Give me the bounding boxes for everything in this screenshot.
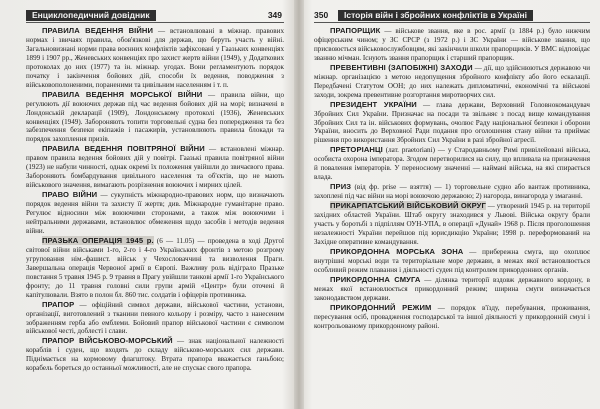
page-number: 350 — [314, 10, 329, 20]
entry-body: — дії, що здійснюються державою чи міжнар. організацією з метою недопущення збройного конфлікту або його ескалації. Передбачені Статутом ООН; до них належать дипломатичні, економічні та військові заходи, зокрема превентивне розгортання миротворчих сил. — [314, 63, 590, 99]
entry-body: — знак національної належності кораблів і суден, що входять до складу військово-морських сил держави. Піднімається на кормовому флагштоку. Втрата прапора вважається ганьбою; корабель бореться до останньої можливості, але не спускає свого прапора. — [26, 337, 284, 373]
text-column-right — [314, 27, 590, 331]
entry-body: — встановлені міжнар. правом правила ведення бойових дій у повітрі. Гаазькі правила повітряної війни (1923) не набули чинності, однак окремі їх положення увійшли до звичаєвого права. Забороняють бомбардування цивільного населення та об'єктів, що не мають військового значення, вимагають розрізнення воюючих і мирних цілей. — [26, 145, 284, 190]
running-title: Історія війн і збройних конфліктів в Україні — [338, 10, 533, 21]
entry-headword: ПРИКОРДОННА СМУГА — [330, 274, 421, 284]
running-head-right — [314, 10, 590, 21]
entry — [314, 27, 590, 63]
entry — [314, 146, 590, 182]
entry-headword: ПРАЗЬКА ОПЕРАЦІЯ 1945 р. — [42, 235, 154, 245]
entry — [26, 337, 284, 373]
entry-body: (лат. praetoriani) — у Стародавньому Римі привілейовані війська, особиста охорона імператора. Згодом перетворилися на силу, що впливала на призначення й повалення імператорів. У переносному значенні — наймані війська, на які спирається влада. — [314, 146, 591, 182]
entry-headword: ПРАВО ВІЙНИ — [42, 190, 98, 200]
entry — [314, 64, 590, 100]
entry-body: — порядок в'їзду, перебування, проживання, пересування осіб, провадження господарської та іншої діяльності у прикордонній смузі і контрольованому прикордонному районі. — [314, 303, 591, 330]
entry-body: — сукупність міжнародно-правових норм, що визначають порядок ведення війни та захисту її жертв; див. Міжнародне гуманітарне право. Регулює відносини між воюючими сторонами, а також між воюючими і нейтральними державами, встановлює обмеження щодо засобів і методів ведення війни. — [26, 191, 284, 235]
running-head-left — [26, 10, 284, 21]
entry-headword: ПРАПОР — [42, 299, 75, 309]
entry-headword: ПРЕЗИДЕНТ УКРАЇНИ — [330, 99, 417, 109]
entry-headword: ПРИКАРПАТСЬКИЙ ВІЙСЬКОВИЙ ОКРУГ — [330, 201, 486, 211]
entry-body: — правила війни, що регулюють дії воюючих держав під час ведення бойових дій на морі; визначені в Лондонській декларації (1909), Лондонському протоколі (1936), Женевських конвенціях (1949). Забороняють топити торговельні судна без попередження та без забезпечення безпеки екіпажів і пасажирів, установлюють правила блокади та порядок захоплення призів. — [26, 90, 284, 144]
entry — [314, 101, 590, 146]
entry — [314, 304, 590, 331]
entry-headword: ПРИКОРДОННИЙ РЕЖИМ — [330, 302, 432, 312]
entry — [314, 202, 590, 247]
entry-body: — офіційний символ держави, військової частини, установи, організації, виготовлений з тканини певного кольору і розміру, часто з нанесеним зображенням герба або емблеми. Бойовий прапор військової частини є символом військової честі, доблесті і слави. — [26, 300, 284, 336]
entry-body: — встановлювані в міжнар. правових нормах і звичаях правила, обов'язкові для держав, що беруть участь у війні. Загальновизнані норми права воєнних конфліктів зафіксовані у Гаазьких конвенціях 1899 і 1907 рр., Женевських конвенціях про захист жертв війни (1949), у Додаткових протоколах до них (1977) та ін. міжнар. угодах. Вони регламентують порядок початку і закінчення бойових дій, способи їх ведення, поводження з військовополоненими, пораненими та цивільним населенням і т. п. — [26, 27, 284, 89]
entry-headword: ПРИКОРДОННА МОРСЬКА ЗОНА — [330, 246, 464, 256]
entry-body: — глава держави, Верховний Головнокомандувач Збройних Сил України. Призначає на посади та звільняє з посад вище командування Збройних Сил та ін. військових формувань, очолює Раду національної безпеки і оборони України, вносить до Верховної Ради подання про оголошення стану війни та приймає рішення про використання Збройних Сил України в разі збройної агресії. — [314, 100, 590, 145]
entry — [26, 91, 284, 145]
book-gutter — [294, 0, 304, 409]
page-number: 349 — [267, 10, 282, 20]
header-rule — [26, 22, 284, 23]
entry — [314, 276, 590, 303]
entry-body: — утворений 1945 р. на території західних областей України. Штаб округу знаходився у Львові. Війська округу брали участь у боротьбі з підпіллям ОУН-УПА, в операції «Дунай» 1968 р. Після проголошення незалежності України перейшов під юрисдикцію України; 1998 р. переформований на Західне оперативне командування. — [314, 202, 590, 246]
entry-body: (від фр. prise — взяття) — 1) торговельне судно або вантаж противника, захоплені під час війни на морі воюючою державою; 2) нагорода, винагорода у змаганні. — [314, 183, 590, 201]
entry-headword: ПРАПОРЩИК — [330, 26, 381, 35]
entry — [314, 248, 590, 275]
entry-headword: ПРЕТОРІАНЦІ — [330, 145, 383, 155]
entry-body: — військове звання, яке в рос. армії (з 1884 р.) було нижчим офіцерським чином; у ЗС СРСР (з 1972 р.) і ЗС України — військове звання, що присвоюється військовослужбовцям, які закінчили школи прапорщиків. У ВМС відповідає званню мічман. Існують звання прапорщик і старший прапорщик. — [314, 27, 590, 62]
entry — [26, 145, 284, 190]
entry-headword: ПРАВИЛА ВЕДЕННЯ ВІЙНИ — [42, 26, 154, 35]
entry — [26, 237, 284, 300]
entry — [26, 27, 284, 90]
header-rule — [314, 22, 590, 23]
entry — [26, 191, 284, 236]
entry-headword: ПРАВИЛА ВЕДЕННЯ ПОВІТРЯНОЇ ВІЙНИ — [42, 144, 205, 154]
entry-body: — ділянка території вздовж державного кордону, в межах якої встановлюється прикордонний режим; ширина смуги визначається законодавством держави. — [314, 275, 590, 302]
entry-headword: ПРИЗ — [330, 182, 352, 192]
entry-body: — прибережна смуга, що охоплює внутрішні морські води та територіальне море держави, в межах якої встановлюється особливий режим плавання і діяльності суден під контролем прикордонних органів. — [314, 247, 590, 274]
entry-headword: ПРЕВЕНТИВНІ (ЗАПОБІЖНІ) ЗАХОДИ — [330, 62, 473, 72]
entry-headword: ПРАВИЛА ВЕДЕННЯ МОРСЬКОЇ ВІЙНИ — [42, 89, 203, 99]
running-title: Енциклопедичний довідник — [26, 10, 156, 21]
entry — [314, 183, 590, 201]
right-page — [304, 0, 600, 409]
entry — [26, 301, 284, 337]
entry-body: (6 — 11.05) — проведена в ході Другої світової війни військами 1-го, 2-го і 4-го Українських фронтів з метою розгрому угруповання нім.-фашист. військ у Чехословаччині та визволення Праги. Завершальна операція Червоної армії в Європі. Важливу роль відіграло Празьке повстання 5 травня 1945 р. 9 травня в Прагу увійшли танкові армії 1-го Українського фронту; до 11 травня головні сили групи армій «Центр» були оточені й капітулювали. Взято в полон бл. 860 тис. солдатів і офіцерів противника. — [26, 236, 284, 299]
entry-headword: ПРАПОР ВІЙСЬКОВО-МОРСЬКИЙ — [42, 336, 173, 346]
text-column-left — [26, 27, 284, 374]
left-page — [0, 0, 294, 409]
